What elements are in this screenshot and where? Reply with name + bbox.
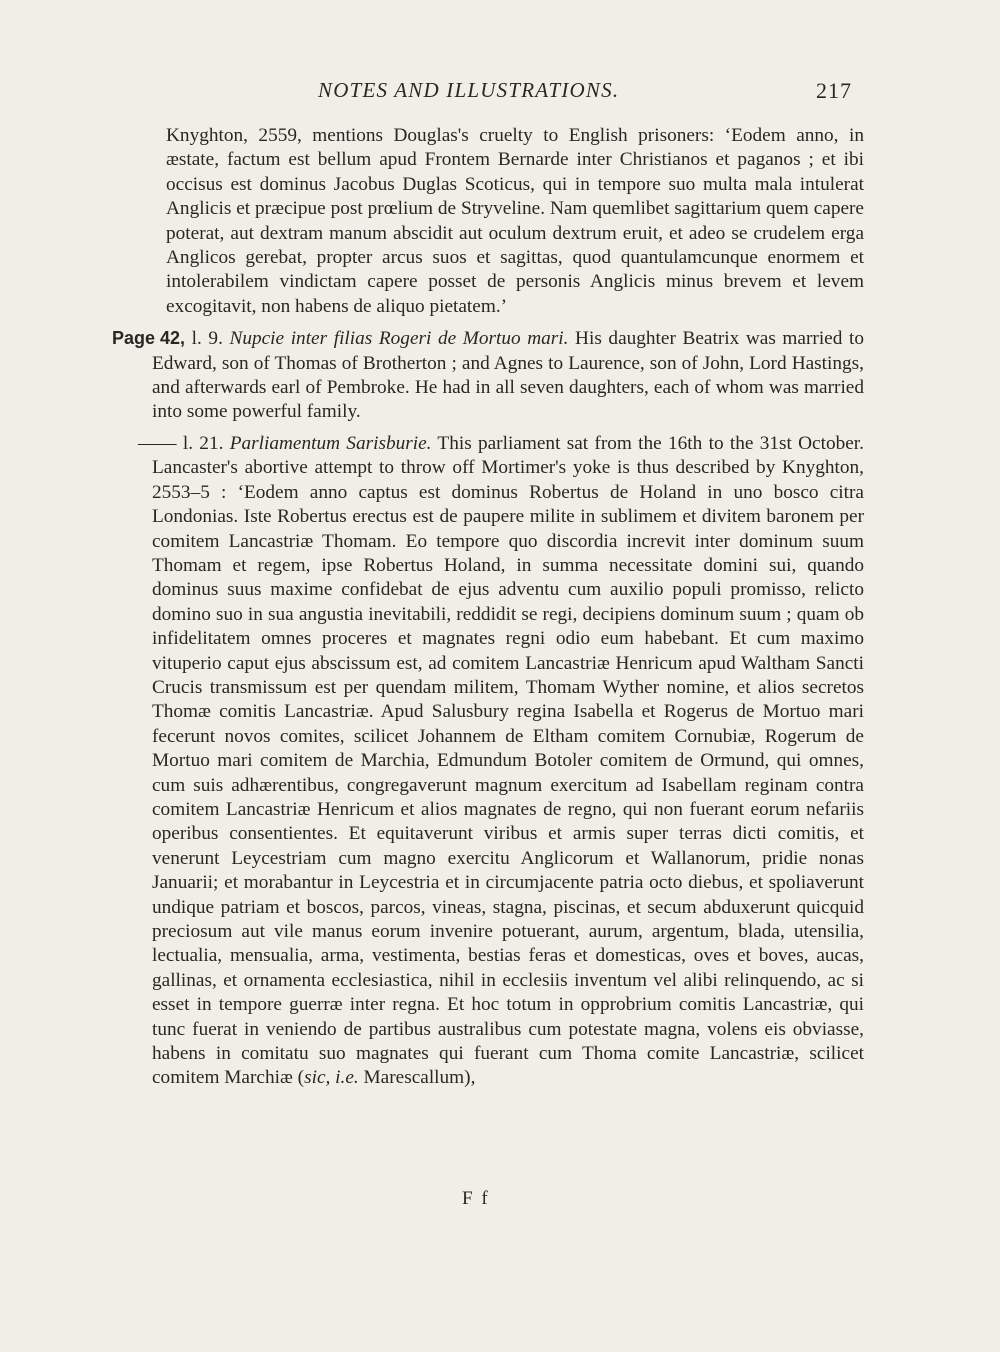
note-text: His daughter Beatrix was married to Edward, son of Thomas of Brotherton ; and Agnes to Laurence, son of John, Lord Hastings, and afterwards earl of Pembroke. He had in all seven daughters, each of whom was married into some powerful family. (152, 328, 864, 423)
sic-note: sic, i.e. (304, 1067, 359, 1089)
printer-signature: F f (462, 1188, 490, 1209)
ditto-dash: —— (138, 432, 177, 454)
paragraph-knyghton-douglas: Knyghton, 2559, mentions Douglas's cruelty to English prisoners: ‘Eodem anno, in æstate, factum est bellum apud Frontem Bernarde inter Christianos et paganos ; et ibi occisus est dominus Jacobus Duglas Scoticus, qui in tempore suo multa mala intulerat Anglicis et præcipue post prœlium de Stryveline. Nam quemlibet sagittarium quem capere poterat, aut dextram manum abscidit aut oculum dextrum eruit, et adeo se crudelem erga Anglicos gerebat, propter arcus suos et sagittas, quod quantulamcunque enormem et intolerabilem vindictam capere posset de personis Anglicis minus brevem et levem excogitavit, non habens de aliquo pietatem.’ (166, 125, 864, 317)
line-reference: l. 21. (176, 432, 230, 454)
note-text-tail: Marescallum), (358, 1067, 476, 1089)
page-header (0, 78, 1000, 108)
lemma-title: Nupcie inter filias Rogeri de Mortuo mari. (229, 328, 569, 350)
page-body (112, 124, 864, 1098)
running-title: NOTES AND ILLUSTRATIONS. (318, 78, 620, 102)
paragraph-page-42-line-9 (112, 326, 864, 425)
line-reference: l. 9. (185, 328, 230, 350)
page-number: 217 (816, 78, 852, 103)
note-text: This parliament sat from the 16th to the 31st October. Lancaster's abortive attempt to throw off Mortimer's yoke is thus described by Knyghton, 2553–5 : ‘Eodem anno captus est dominus Robertus de Holand in uno bosco citra Londonias. Iste Robertus erectus est de paupere milite in sublimem et divitem baronem per comitem Lancastriæ Thomam. Eo tempore quo discordia increvit inter dominum suum Thomam et regem, ipse Robertus Holand, in summa necessitate domini sui, quando dominus suus maxime confidebat de ejus adventu cum auxilio populi promisso, relicto domino suo in sua angustia inevitabili, reddidit se regi, decipiens dominum suum ; quam ob infidelitatem omnes proceres et magnates regni odio eum habebant. Et cum maximo vituperio caput ejus abscissum est, ad comitem Lancastriæ Henricum apud Waltham Sancti Crucis transmissum est per quendam militem, Thomam Wyther nomine, et alios secretos Thomæ comitis Lancastriæ. Apud Salusbury regina Isabella et Rogerus de Mortuo mari fecerunt novos comites, scilicet Johannem de Eltham comitem Cornubiæ, Rogerum de Mortuo mari comitem de Marchia, Edmundum Botoler comitem de Ormund, qui omnes, cum suis adhærentibus, congregaverunt magnum exercitum ad Isabellam reginam contra comitem Lancastriæ Henricum et alios magnates de regno, qui non fuerant eorum nefariis operibus consentientes. Et equitaverunt viribus et armis super terras dicti comitis, et venerunt Leycestriam cum magno exercitu Anglicorum et Wallanorum, pridie nonas Januarii; et morabantur in Leycestria et in circumjacente patria octo diebus, et spoliaverunt undique patriam et boscos, parcos, vineas, stagna, piscinas, et secum abduxerunt quicquid preciosum aut vile manus eorum invenire potuerant, aurum, argentum, blada, utensilia, lectualia, mensualia, arma, vestimenta, bestias feras et domesticas, oves et boves, aucas, gallinas, et ornamenta ecclesiastica, nihil in ecclesiis inventum vel alibi relinquendo, ac si esset in tempore guerræ inter regna. Et hoc totum in opprobrium comitis Lancastriæ, qui tunc fuerat in veniendo de partibus australibus cum potestate magna, volens eis obviasse, habens in comitatu suo magnates qui fuerant cum Thoma comite Lancastriæ, scilicet comitem Marchiæ ( (152, 432, 864, 1089)
lemma-title: Parliamentum Sarisburie. (229, 432, 432, 454)
page-reference: Page 42, (112, 328, 186, 349)
paragraph-line-21 (138, 432, 864, 1091)
